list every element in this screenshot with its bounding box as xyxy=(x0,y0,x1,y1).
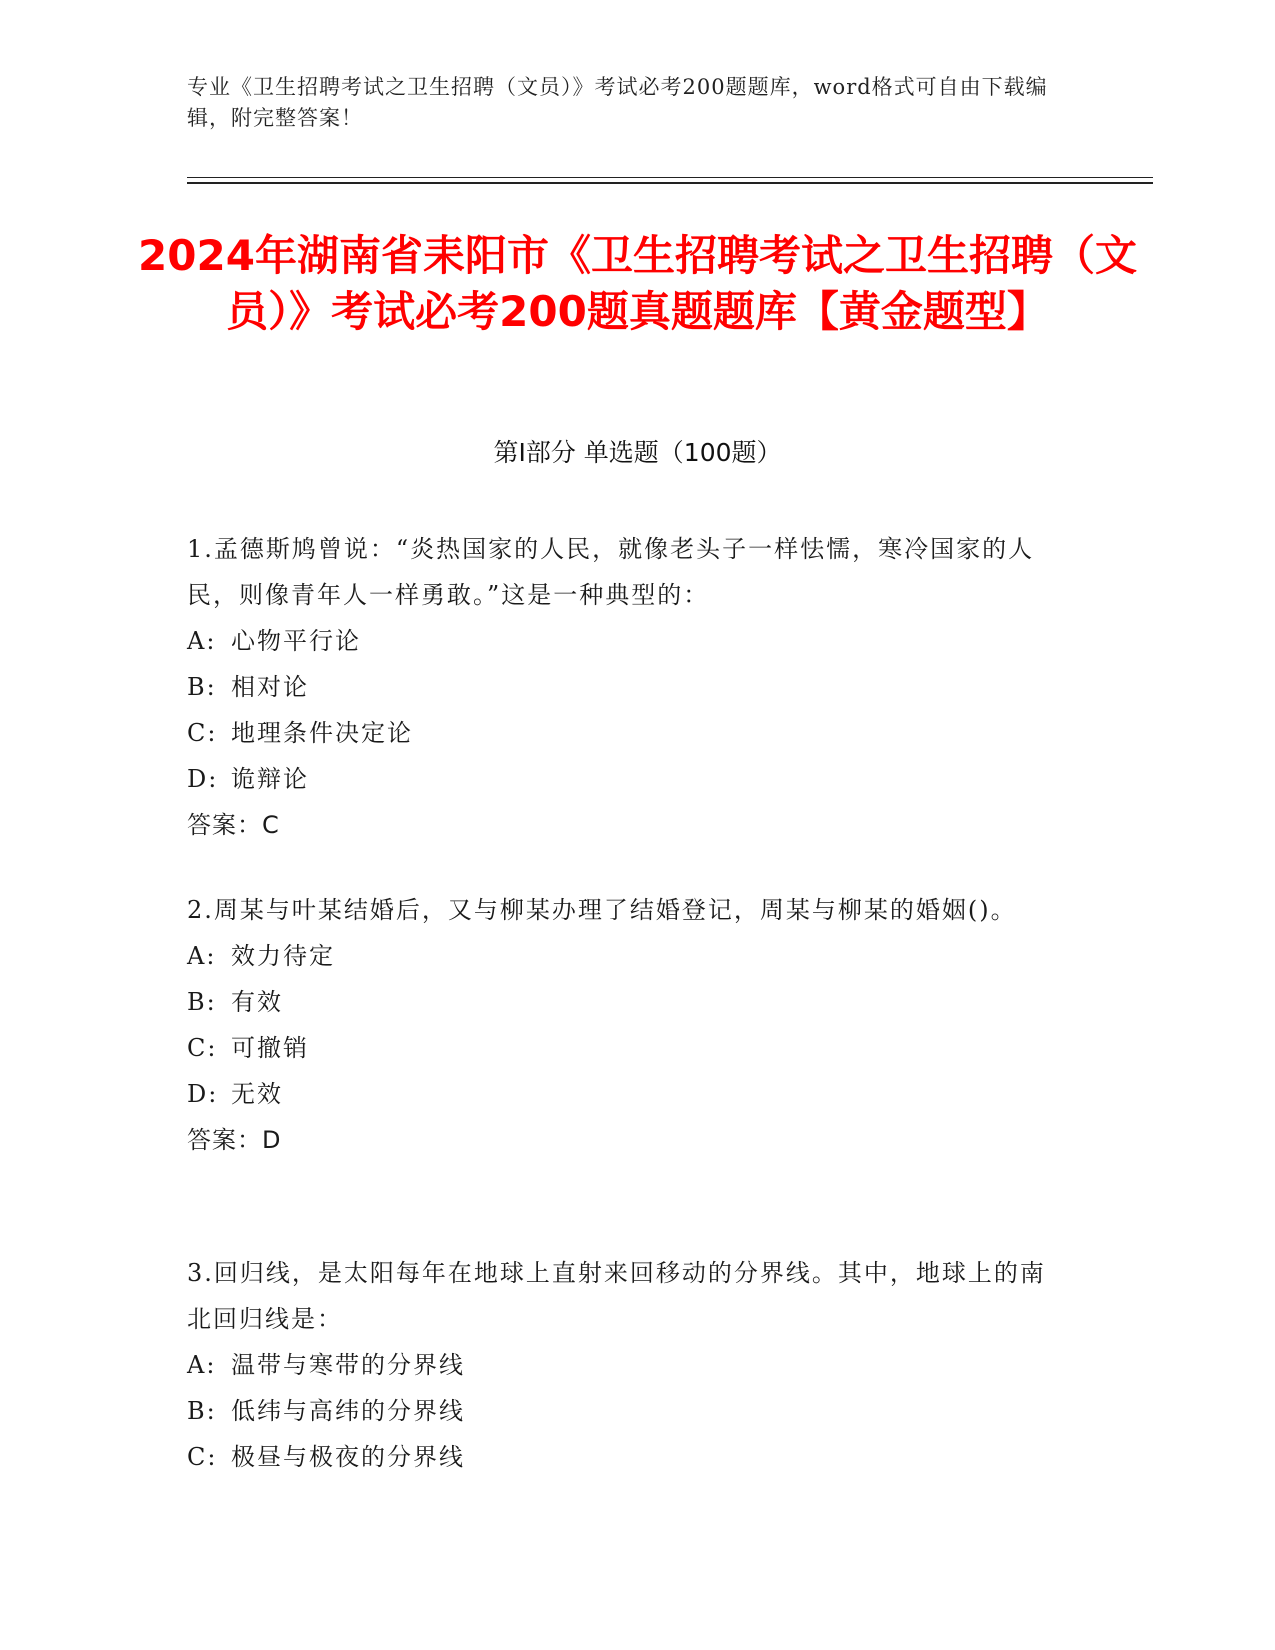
option-c xyxy=(187,710,1067,756)
option-d xyxy=(187,756,1067,802)
option-letter: C: xyxy=(187,1034,218,1062)
option-letter: D: xyxy=(187,765,219,793)
option-text: 相对论 xyxy=(231,673,309,701)
option-letter: A: xyxy=(187,1351,217,1379)
option-text: 温带与寒带的分界线 xyxy=(231,1351,465,1379)
option-d xyxy=(187,1071,1067,1117)
option-letter: A: xyxy=(187,627,217,655)
option-c xyxy=(187,1434,1067,1480)
option-letter: B: xyxy=(187,1397,217,1425)
option-letter: B: xyxy=(187,673,217,701)
answer-line xyxy=(187,1117,1067,1163)
option-letter: C: xyxy=(187,719,218,747)
question-block xyxy=(187,887,1067,1163)
option-text: 效力待定 xyxy=(231,942,335,970)
option-letter: A: xyxy=(187,942,217,970)
answer-value: D xyxy=(262,1126,282,1154)
option-text: 可撤销 xyxy=(231,1034,309,1062)
option-a xyxy=(187,618,1067,664)
option-text: 地理条件决定论 xyxy=(231,719,413,747)
option-text: 无效 xyxy=(231,1080,283,1108)
answer-label: 答案： xyxy=(187,1126,262,1154)
question-block xyxy=(187,526,1067,848)
option-a xyxy=(187,1342,1067,1388)
option-text: 极昼与极夜的分界线 xyxy=(231,1443,465,1471)
option-text: 心物平行论 xyxy=(231,627,361,655)
question-text: 2.周某与叶某结婚后，又与柳某办理了结婚登记，周某与柳某的婚姻()。 xyxy=(187,896,1017,924)
question-text: 1.孟德斯鸠曾说：“炎热国家的人民，就像老头子一样怯懦，寒冷国家的人民，则像青年人一样勇敢。”这是一种典型的： xyxy=(187,535,1035,609)
option-letter: B: xyxy=(187,988,217,1016)
option-b xyxy=(187,664,1067,710)
answer-value: C xyxy=(262,811,280,839)
option-text: 低纬与高纬的分界线 xyxy=(231,1397,465,1425)
document-title: 2024年湖南省耒阳市《卫生招聘考试之卫生招聘（文员）》考试必考200题真题题库【黄金题型】 xyxy=(138,231,1137,336)
option-letter: D: xyxy=(187,1080,219,1108)
option-text: 诡辩论 xyxy=(231,765,309,793)
option-c xyxy=(187,1025,1067,1071)
option-text: 有效 xyxy=(231,988,283,1016)
option-a xyxy=(187,933,1067,979)
header-divider-top xyxy=(187,177,1153,178)
option-b xyxy=(187,1388,1067,1434)
answer-line xyxy=(187,802,1067,848)
section-title: 第I部分 单选题（100题） xyxy=(493,438,782,467)
question-text: 3.回归线，是太阳每年在地球上直射来回移动的分界线。其中，地球上的南北回归线是： xyxy=(187,1259,1046,1333)
header-divider-bottom xyxy=(187,182,1153,184)
question-block xyxy=(187,1250,1067,1480)
option-b xyxy=(187,979,1067,1025)
answer-label: 答案： xyxy=(187,811,262,839)
header-note: 专业《卫生招聘考试之卫生招聘（文员）》考试必考200题题库，word格式可自由下载编辑，附完整答案！ xyxy=(187,75,1048,130)
option-letter: C: xyxy=(187,1443,218,1471)
